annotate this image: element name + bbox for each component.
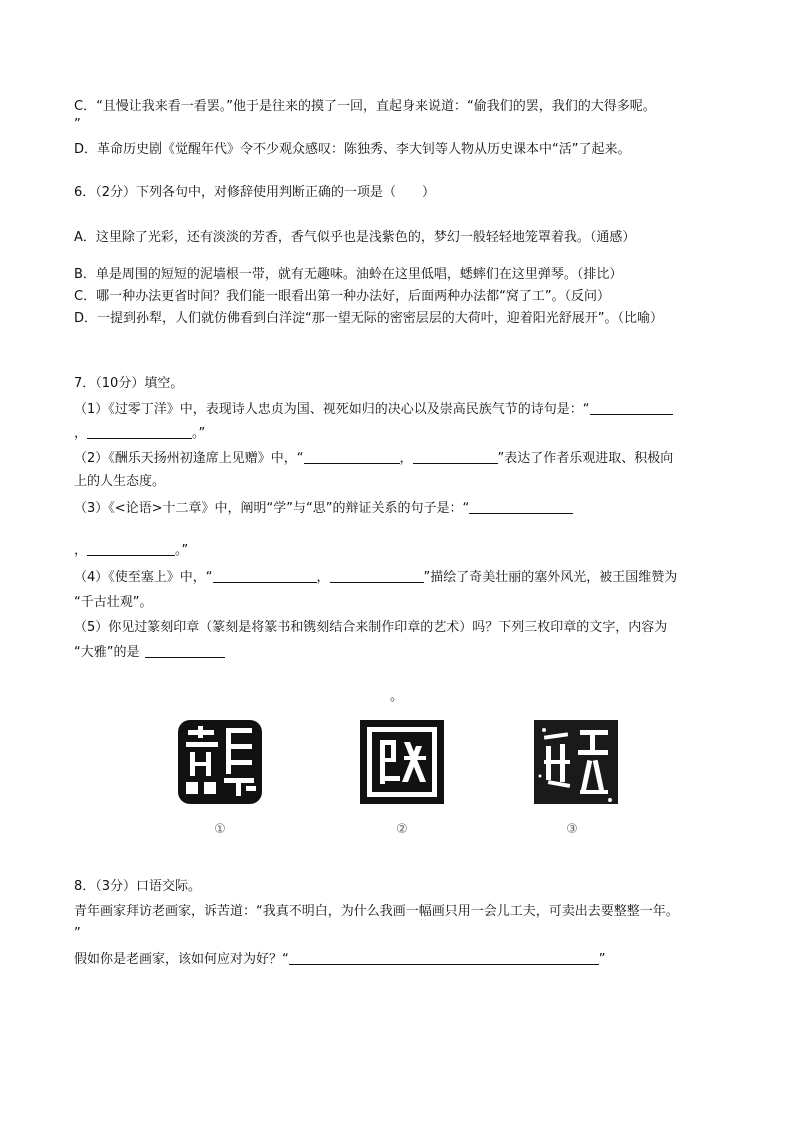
q5-option-d: D．革命历史剧《觉醒年代》令不少观众感叹：陈独秀、李大钊等人物从历史课本中“活”了起来。 [74, 142, 631, 157]
answer-blank[interactable] [145, 644, 225, 658]
q6-stem: 6．（2分）下列各句中，对修辞使用判断正确的一项是（ ） [74, 185, 436, 200]
comma: ， [316, 570, 330, 585]
answer-blank[interactable] [289, 951, 599, 965]
seal-1-label: ① [214, 822, 226, 837]
q7-stem: 7．（10分）填空。 [74, 376, 184, 391]
q7-sub2-tail: ”表达了作者乐观进取、积极向 [497, 451, 674, 466]
seal-3-label: ③ [566, 822, 578, 837]
q7-sub5-text: “大雅”的是 [74, 645, 140, 660]
answer-blank[interactable] [469, 500, 573, 514]
q7-sub3-text: （3）《<论语>十二章》中，阐明“学”与“思”的辩证关系的句子是：“ [74, 501, 470, 516]
q7-sub3-line2 [74, 542, 188, 559]
q7-sub2-text: （2）《酬乐天扬州初逢席上见赠》中，“ [74, 451, 304, 466]
q8-paragraph-quote-close: ” [74, 926, 81, 941]
q7-sub4-line1 [74, 569, 677, 586]
answer-blank[interactable] [87, 425, 192, 439]
q7-sub5-line2 [74, 644, 225, 661]
q7-sub4-tail: ”描绘了奇美壮丽的塞外风光，被王国维赞为 [423, 570, 678, 585]
quote-close: 。” [175, 543, 189, 558]
q7-sub2-line1 [74, 450, 673, 467]
q5-option-c: C．“且慢让我来看一看罢。”他于是往来的摸了一回，直起身来说道：“偷我们的罢，我们的大得多呢。 [74, 99, 656, 114]
comma: ， [74, 543, 88, 558]
seal-1-image [176, 716, 264, 806]
quote-close: ” [598, 952, 606, 967]
q6-option-d: D．一提到孙犁，人们就仿佛看到白洋淀“那一望无际的密密层层的大荷叶，迎着阳光舒展开”。（比喻） [74, 311, 663, 326]
q8-prompt-line [74, 951, 606, 968]
q8-stem: 8．（3分）口语交际。 [74, 879, 202, 894]
seal-2-image [358, 716, 446, 806]
answer-blank[interactable] [304, 450, 400, 464]
seal-2-label: ② [396, 822, 408, 837]
q6-option-b: B．单是周围的短短的泥墙根一带，就有无趣味。油蛉在这里低唱，蟋蟀们在这里弹琴。（排比） [74, 267, 623, 282]
q7-sub4-text: （4）《使至塞上》中，“ [74, 570, 213, 585]
q5-option-c-quote-close: ” [74, 117, 81, 132]
answer-blank[interactable] [590, 401, 673, 415]
answer-blank[interactable] [330, 569, 424, 583]
quote-close: 。” [192, 426, 206, 441]
q7-sub2-line2: 上的人生态度。 [74, 474, 166, 489]
q7-sub3-line1 [74, 500, 573, 517]
q8-paragraph: 青年画家拜访老画家，诉苦道：“我真不明白，为什么我画一幅画只用一会儿工夫，可卖出去要整整一年。 [74, 904, 679, 919]
comma: ， [399, 451, 413, 466]
q7-sub1-line1 [74, 401, 673, 418]
q7-sub5-line1: （5）你见过篆刻印章（篆刻是将篆书和镌刻结合来制作印章的艺术）吗？下列三枚印章的文字，内容为 [74, 620, 668, 635]
comma: ， [74, 426, 88, 441]
answer-blank[interactable] [213, 569, 317, 583]
seal-3-image [532, 716, 620, 806]
answer-blank[interactable] [87, 542, 175, 556]
q8-prompt-text: 假如你是老画家，该如何应对为好？“ [74, 952, 289, 967]
q7-sub4-line2: “千古壮观”。 [74, 595, 153, 610]
q6-option-a: A．这里除了光彩，还有淡淡的芳香，香气似乎也是浅紫色的，梦幻一般轻轻地笼罩着我。（通感） [74, 230, 636, 245]
q7-sub1-text: （1）《过零丁洋》中，表现诗人忠贞为国、视死如归的决心以及崇高民族气节的诗句是：“ [74, 402, 590, 417]
q6-option-c: C．哪一种办法更省时间？我们能一眼看出第一种办法好，后面两种办法都“窝了工”。（反问） [74, 289, 611, 304]
q7-sub1-line2 [74, 425, 205, 442]
q7-sub5-period: 。 [390, 689, 404, 704]
answer-blank[interactable] [413, 450, 498, 464]
